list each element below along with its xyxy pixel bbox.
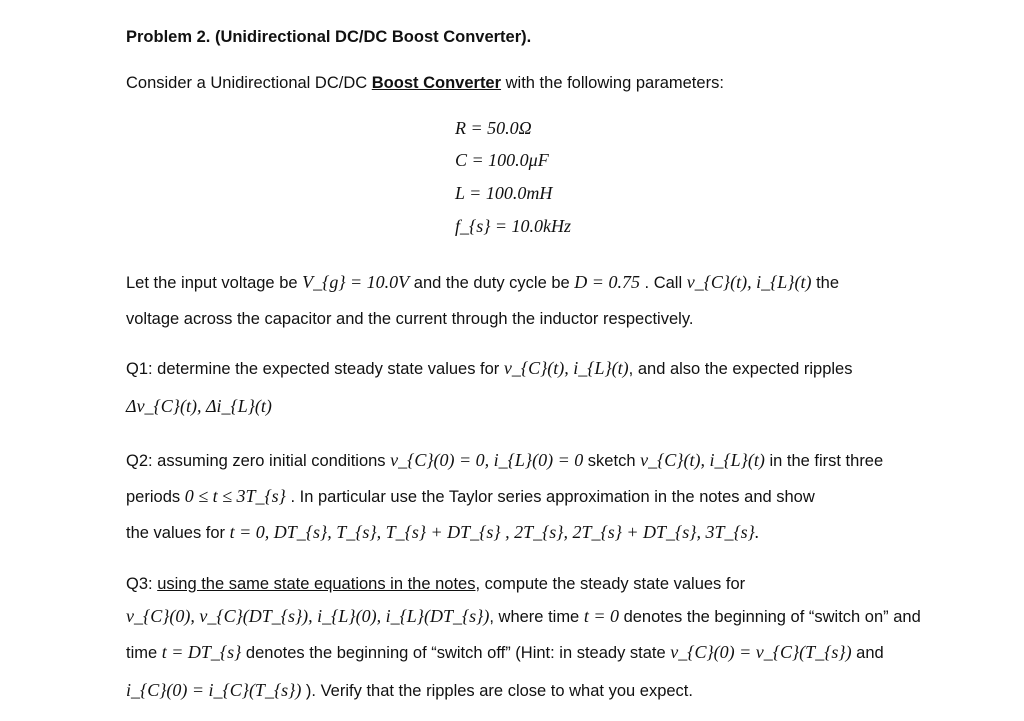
text-segment: and the duty cycle be xyxy=(409,274,575,292)
math-expression: i_{C}(0) = i_{C}(T_{s}) xyxy=(126,680,302,700)
text-segment: Q3: xyxy=(126,575,158,593)
parameter-equation xyxy=(455,149,549,172)
text-segment: Let the input voltage be xyxy=(126,274,303,292)
text-segment: ). Verify that the ripples are close to what you expect. xyxy=(301,682,693,700)
text-segment: the xyxy=(811,274,840,292)
math-expression: D = 0.75 xyxy=(574,272,640,292)
text-segment: Consider a Unidirectional DC/DC xyxy=(126,74,372,92)
parameter-equation xyxy=(455,182,552,205)
text-segment: , compute the steady state values for xyxy=(475,575,746,593)
text-segment: , and also the expected ripples xyxy=(628,360,853,378)
text-segment: Q2: assuming zero initial conditions xyxy=(126,452,391,470)
text-line xyxy=(126,308,693,330)
text-segment: Boost Converter xyxy=(371,74,502,92)
text-line xyxy=(126,573,745,595)
math-expression: f_{s} = 10.0kHz xyxy=(455,216,572,236)
text-segment: Q1: determine the expected steady state values for xyxy=(126,360,504,378)
text-line xyxy=(126,72,724,94)
text-segment: voltage across the capacitor and the current through the inductor respectively. xyxy=(126,310,694,328)
text-segment: using the same state equations in the notes xyxy=(157,575,476,593)
text-segment: . Call xyxy=(639,274,687,292)
text-segment: with the following parameters: xyxy=(501,74,724,92)
parameter-equation xyxy=(455,117,532,140)
math-expression: V_{g} = 10.0V xyxy=(302,272,410,292)
math-expression: v_{C}(0), v_{C}(DT_{s}), i_{L}(0), i_{L}(DT_{s}) xyxy=(126,606,490,626)
text-line xyxy=(126,641,884,664)
math-expression: 0 ≤ t ≤ 3T_{s} xyxy=(184,486,286,506)
math-expression: v_{C}(0) = v_{C}(T_{s}) xyxy=(670,642,852,662)
text-segment: sketch xyxy=(583,452,641,470)
math-expression: v_{C}(t), i_{L}(t) xyxy=(503,358,629,378)
text-line xyxy=(126,605,921,628)
math-expression: L = 100.0mH xyxy=(455,183,553,203)
text-line xyxy=(126,485,815,508)
math-expression: C = 100.0μF xyxy=(455,150,549,170)
math-expression: R = 50.0Ω xyxy=(455,118,532,138)
text-line xyxy=(126,449,883,472)
math-expression: v_{C}(t), i_{L}(t) xyxy=(686,272,812,292)
text-line xyxy=(126,395,272,418)
text-segment: time xyxy=(126,644,162,662)
text-line xyxy=(126,679,693,702)
math-expression: v_{C}(t), i_{L}(t) xyxy=(640,450,765,470)
math-expression: Δv_{C}(t), Δi_{L}(t) xyxy=(126,396,272,416)
math-expression: t = 0, DT_{s}, T_{s}, T_{s} + DT_{s} , 2T_{s}, 2T_{s} + DT_{s}, 3T_{s}. xyxy=(229,522,760,542)
text-segment: denotes the beginning of “switch off” (Hint: in steady state xyxy=(241,644,671,662)
math-expression: v_{C}(0) = 0, i_{L}(0) = 0 xyxy=(390,450,584,470)
text-segment: and xyxy=(851,644,884,662)
math-expression: t = DT_{s} xyxy=(161,642,242,662)
text-segment: Problem 2. (Unidirectional DC/DC Boost Converter). xyxy=(126,28,532,46)
parameter-equation xyxy=(455,215,571,238)
text-segment: in the first three xyxy=(764,452,884,470)
text-line xyxy=(126,521,759,544)
text-segment: denotes the beginning of “switch on” and xyxy=(618,608,921,626)
math-expression: t = 0 xyxy=(583,606,619,626)
text-segment: , where time xyxy=(489,608,584,626)
text-segment: . In particular use the Taylor series approximation in the notes and show xyxy=(285,488,815,506)
text-line xyxy=(126,357,853,380)
text-segment: periods xyxy=(126,488,185,506)
text-line xyxy=(126,271,839,294)
text-segment: the values for xyxy=(126,524,230,542)
text-line xyxy=(126,26,531,48)
